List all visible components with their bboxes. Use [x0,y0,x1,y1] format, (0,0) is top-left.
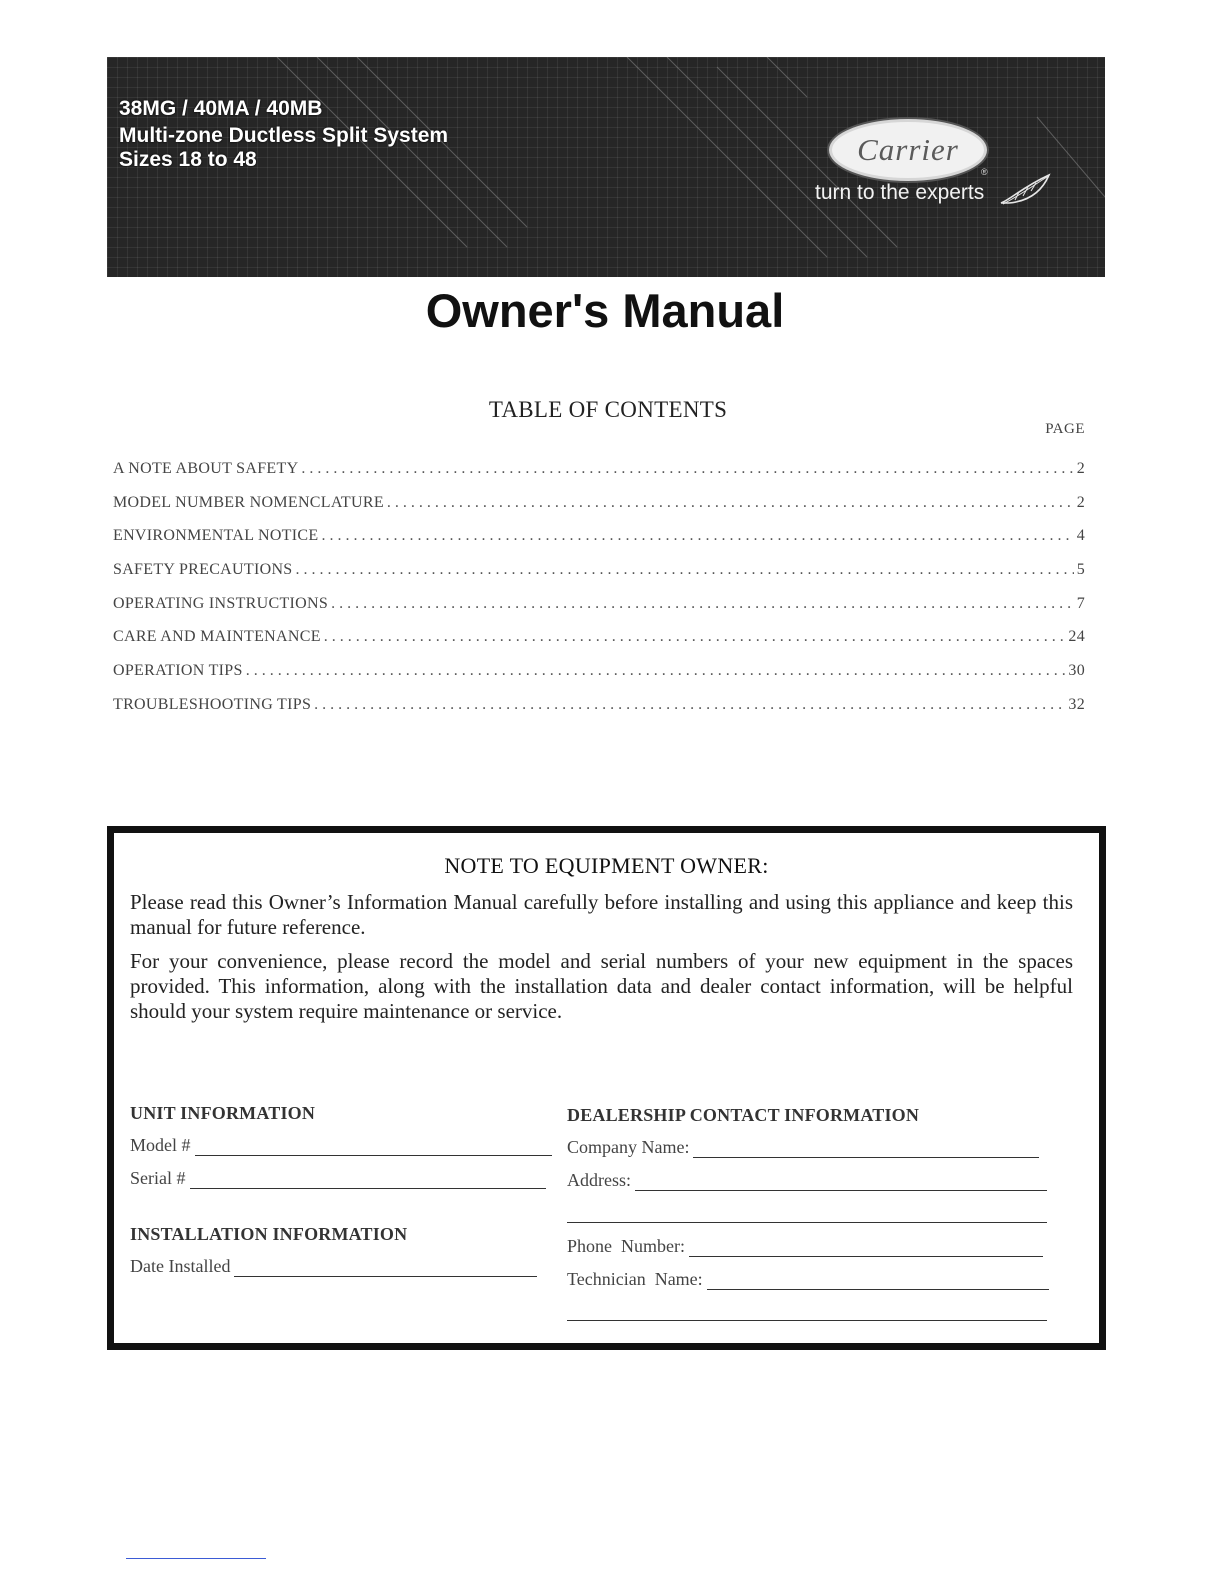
model-numbers: 38MG / 40MA / 40MB [119,97,323,120]
logo-text: Carrier [857,132,959,167]
toc-leader-dots [301,460,1073,478]
toc-entry[interactable] [113,595,1085,629]
date-installed-field[interactable] [130,1256,537,1277]
toc-entry-label: A NOTE ABOUT SAFETY [113,460,299,477]
toc-entry-label: OPERATION TIPS [113,662,243,680]
address-label: Address: [567,1170,631,1190]
company-name-field[interactable] [567,1137,1039,1158]
toc-entry-page: 7 [1076,594,1085,612]
toc-entry-label: MODEL NUMBER NOMENCLATURE [113,493,384,511]
toc-leader-dots [321,527,1073,545]
registered-mark: ® [981,167,988,177]
owner-note-box [107,826,1106,1350]
toc-entry-page: 24 [1068,628,1085,646]
phone-number-field[interactable] [567,1236,1043,1257]
toc-entry-page: 4 [1076,527,1085,545]
toc-entry-page: 2 [1076,460,1085,477]
company-name-label: Company Name: [567,1137,690,1157]
note-paragraph-2: For your convenience, please record the model and serial numbers of your new equipment in the spaces provided. This information, along with the installation data and dealer contact information, will be helpful should your system require maintenance or service. [130,949,1073,1023]
phone-number-label: Phone Number: [567,1236,685,1256]
toc-leader-dots [246,662,1066,680]
toc-entry-page: 32 [1068,695,1085,713]
technician-line-2[interactable] [567,1320,1047,1321]
model-number-line[interactable] [195,1137,553,1156]
footer-rule [126,1558,266,1559]
address-line[interactable] [635,1172,1047,1191]
toc-entry-label: ENVIRONMENTAL NOTICE [113,527,319,545]
toc-list [113,460,1085,730]
note-paragraph-1: Please read this Owner’s Information Manual carefully before installing and using this appliance and keep this manual for future reference. [130,890,1073,939]
serial-number-field[interactable] [130,1168,546,1189]
technician-name-label: Technician Name: [567,1269,703,1289]
address-field[interactable] [567,1170,1047,1191]
address-line-2[interactable] [567,1222,1047,1223]
note-heading: NOTE TO EQUIPMENT OWNER: [444,853,769,878]
date-installed-label: Date Installed [130,1256,231,1276]
toc-leader-dots [296,561,1074,579]
toc-entry[interactable] [113,662,1085,696]
toc-entry-label: TROUBLESHOOTING TIPS [113,695,312,713]
toc-heading: TABLE OF CONTENTS [488,397,728,422]
serial-number-label: Serial # [130,1168,186,1188]
toc-entry-page: 5 [1076,561,1085,579]
technician-name-field[interactable] [567,1269,1049,1290]
dealer-info-heading: DEALERSHIP CONTACT INFORMATION [567,1105,920,1125]
serial-number-line[interactable] [190,1170,547,1189]
toc-leader-dots [324,628,1066,646]
product-name: Multi-zone Ductless Split System [119,124,449,147]
toc-leader-dots [331,595,1074,613]
toc-entry[interactable] [113,527,1085,561]
model-number-field[interactable] [130,1135,552,1156]
model-number-label: Model # [130,1135,191,1155]
toc-entry[interactable] [113,460,1085,494]
toc-entry[interactable] [113,696,1085,730]
toc-entry-page: 30 [1068,662,1085,680]
leaf-icon [997,173,1053,207]
toc-entry-label: OPERATING INSTRUCTIONS [113,594,329,612]
toc-entry[interactable] [113,628,1085,662]
company-name-line[interactable] [693,1139,1039,1158]
tagline: turn to the experts [815,181,985,204]
toc-leader-dots [387,494,1074,512]
toc-entry[interactable] [113,561,1085,595]
toc-entry-label: CARE AND MAINTENANCE [113,628,321,646]
page-title: Owner's Manual [425,284,785,337]
header-banner [107,57,1105,277]
toc-page-column-header: PAGE [1045,421,1085,437]
toc-entry-label: SAFETY PRECAUTIONS [113,561,293,579]
installation-info-heading: INSTALLATION INFORMATION [130,1224,408,1244]
date-installed-line[interactable] [234,1258,537,1277]
toc-entry-page: 2 [1076,493,1085,511]
toc-entry[interactable] [113,494,1085,528]
technician-name-line[interactable] [707,1271,1049,1290]
unit-info-heading: UNIT INFORMATION [130,1103,316,1123]
phone-number-line[interactable] [689,1238,1043,1257]
toc-leader-dots [314,696,1065,714]
carrier-logo [829,119,987,181]
product-sizes: Sizes 18 to 48 [119,148,257,171]
